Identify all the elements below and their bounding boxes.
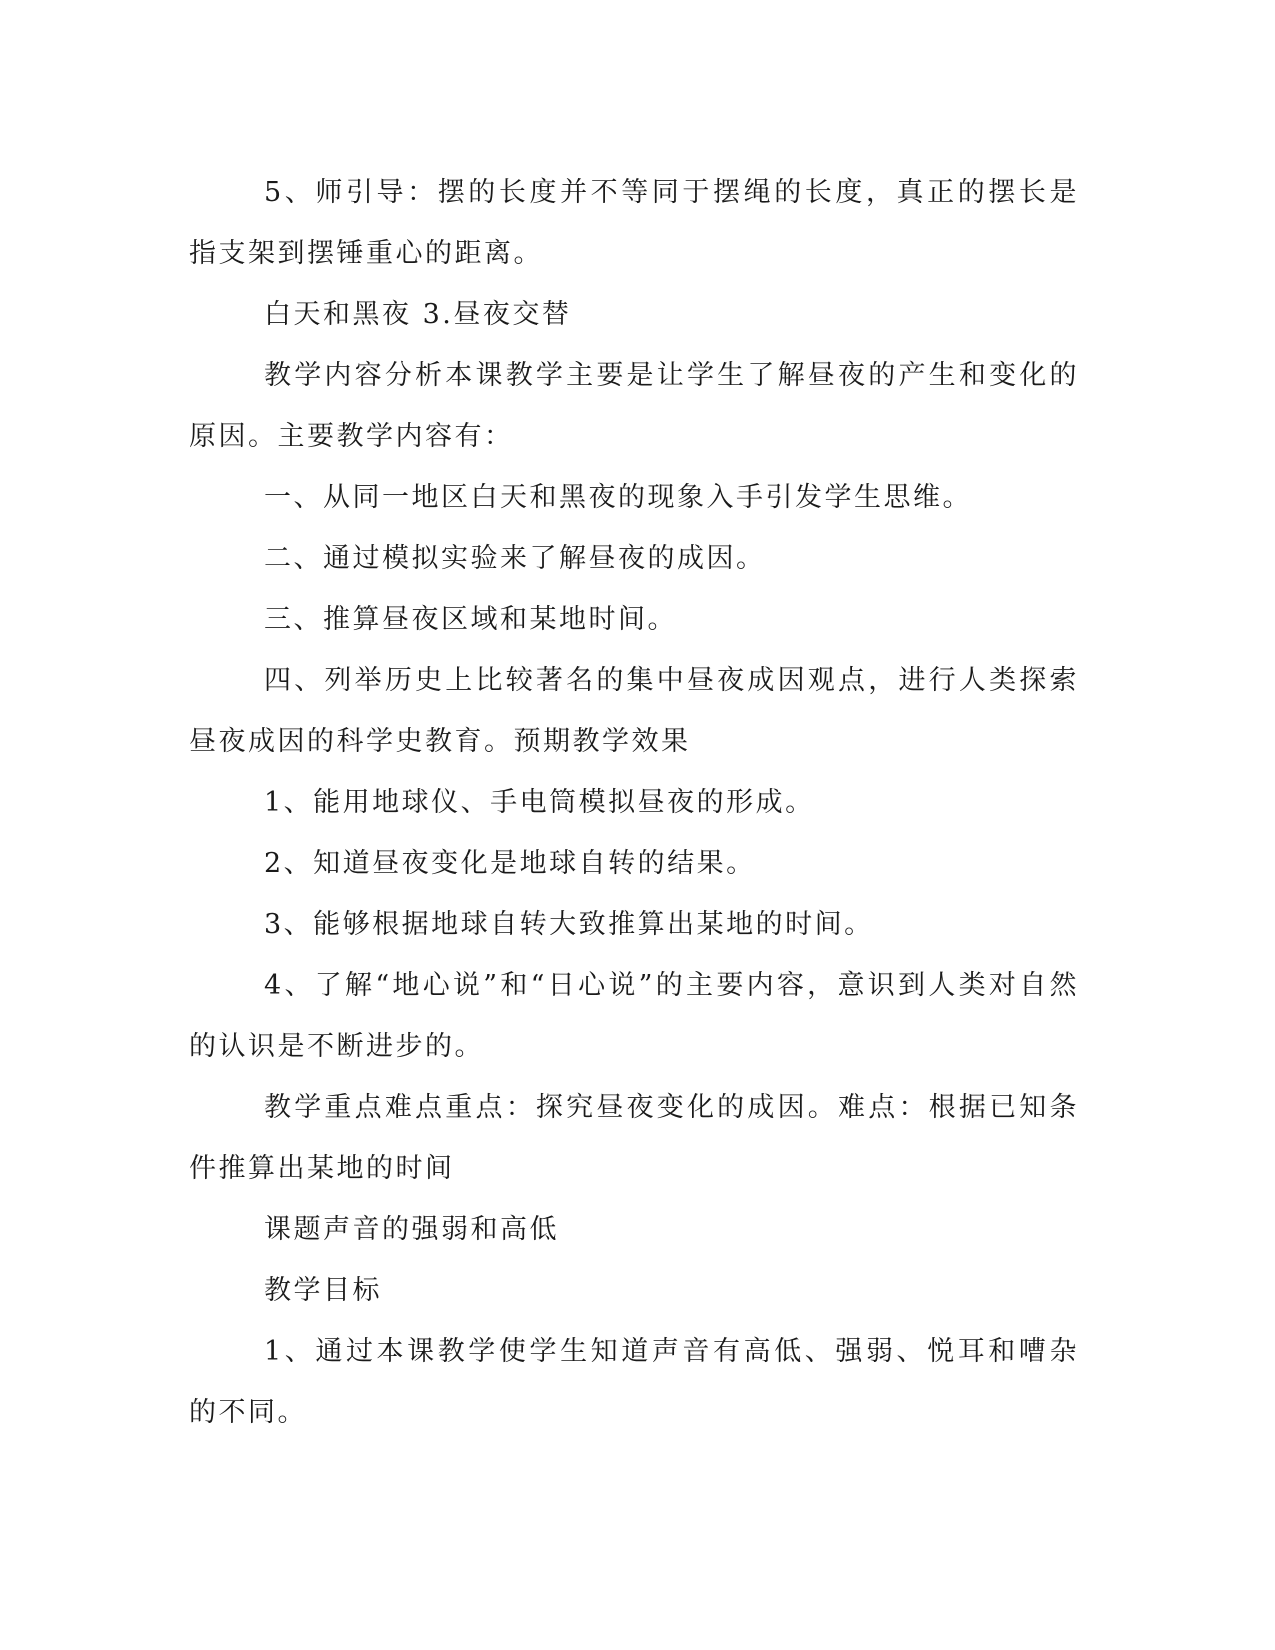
effect-item-1: 1、能用地球仪、手电筒模拟昼夜的形成。 [264, 787, 815, 818]
list-item-1: 一、从同一地区白天和黑夜的现象入手引发学生思维。 [264, 482, 972, 513]
document-body [189, 162, 1079, 1443]
heading-day-night: 白天和黑夜 3.昼夜交替 [264, 299, 572, 330]
goal-item-1: 1、通过本课教学使学生知道声音有高低、强弱、悦耳和嘈杂的不同。 [189, 1336, 1079, 1428]
effect-item-4: 4、了解“地心说”和“日心说”的主要内容，意识到人类对自然的认识是不断进步的。 [189, 970, 1079, 1062]
effect-item-2: 2、知道昼夜变化是地球自转的结果。 [264, 848, 756, 879]
heading-sound-topic: 课题声音的强弱和高低 [264, 1214, 559, 1245]
paragraph-content-analysis: 教学内容分析本课教学主要是让学生了解昼夜的产生和变化的原因。主要教学内容有： [189, 360, 1079, 452]
paragraph-key-points: 教学重点难点重点：探究昼夜变化的成因。难点：根据已知条件推算出某地的时间 [189, 1092, 1079, 1184]
list-item-3: 三、推算昼夜区域和某地时间。 [264, 604, 677, 635]
heading-teaching-goals: 教学目标 [264, 1275, 382, 1306]
list-item-2: 二、通过模拟实验来了解昼夜的成因。 [264, 543, 766, 574]
paragraph-pendulum-length: 5、师引导：摆的长度并不等同于摆绳的长度，真正的摆长是指支架到摆锤重心的距离。 [189, 177, 1079, 269]
list-item-4: 四、列举历史上比较著名的集中昼夜成因观点，进行人类探索昼夜成因的科学史教育。预期教学效果 [189, 665, 1079, 757]
effect-item-3: 3、能够根据地球自转大致推算出某地的时间。 [264, 909, 874, 940]
